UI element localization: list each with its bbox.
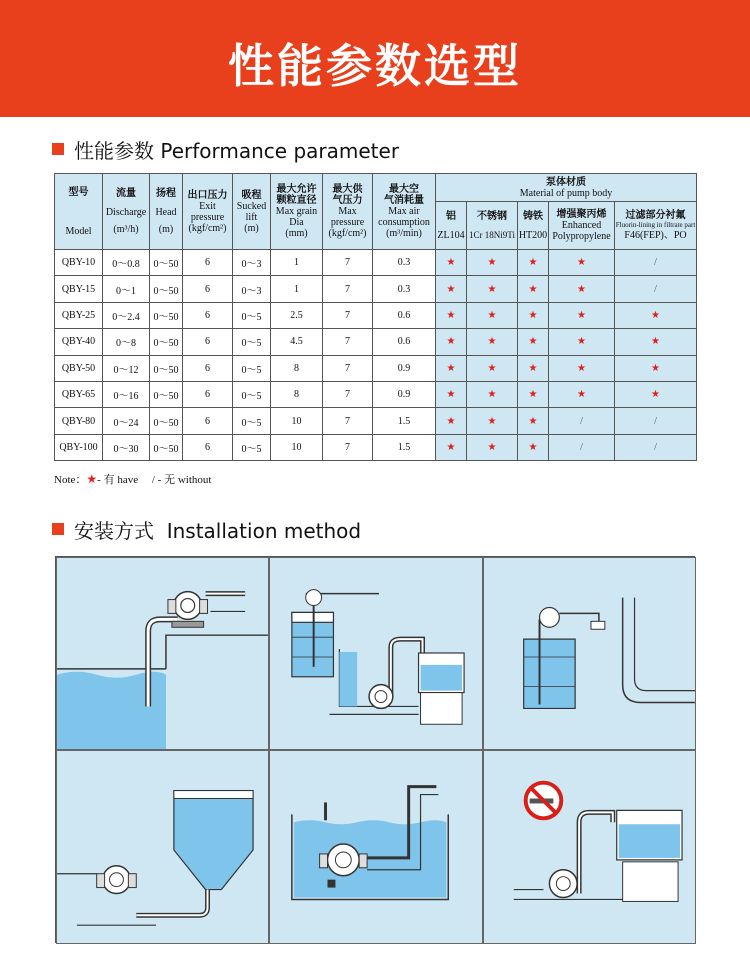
- cell-maxp: 7: [323, 250, 373, 276]
- cell-model: QBY-15: [55, 276, 103, 302]
- cell-discharge: 0～24: [103, 408, 150, 434]
- cell-air: 0.9: [373, 355, 436, 381]
- cell-suck: 0～5: [233, 381, 271, 407]
- cell-m3: ★: [518, 408, 549, 434]
- cell-m5: /: [615, 434, 697, 460]
- cell-grain: 10: [271, 408, 323, 434]
- cell-suck: 0～5: [233, 408, 271, 434]
- table-row: [55, 381, 697, 407]
- cell-m5: ★: [615, 302, 697, 328]
- cell-head: 0～50: [150, 408, 183, 434]
- table-row: [55, 434, 697, 460]
- cell-m4: /: [549, 408, 615, 434]
- cell-m1: ★: [436, 302, 467, 328]
- cell-m3: ★: [518, 434, 549, 460]
- header-sucked-lift: 吸程 Sucked lift (m): [233, 174, 271, 250]
- cell-discharge: 0～1: [103, 276, 150, 302]
- cell-m4: /: [549, 434, 615, 460]
- cell-model: QBY-10: [55, 250, 103, 276]
- cell-head: 0～50: [150, 355, 183, 381]
- cell-m2: ★: [467, 434, 518, 460]
- cell-exit: 6: [183, 329, 233, 355]
- header-material-polypropylene: 增强聚丙烯 Enhanced Polypropylene: [549, 202, 615, 250]
- cell-air: 0.3: [373, 250, 436, 276]
- cell-maxp: 7: [323, 276, 373, 302]
- cell-discharge: 0～2.4: [103, 302, 150, 328]
- cell-m4: ★: [549, 329, 615, 355]
- cell-exit: 6: [183, 276, 233, 302]
- cell-grain: 1: [271, 276, 323, 302]
- cell-grain: 4.5: [271, 329, 323, 355]
- cell-m3: ★: [518, 250, 549, 276]
- cell-suck: 0～3: [233, 276, 271, 302]
- header-model: 型号 Model: [55, 174, 103, 250]
- cell-grain: 10: [271, 434, 323, 460]
- header-banner: [0, 0, 750, 117]
- cell-discharge: 0～30: [103, 434, 150, 460]
- cell-m3: ★: [518, 381, 549, 407]
- cell-suck: 0～5: [233, 329, 271, 355]
- table-note: Note：★- 有 have / - 无 without: [54, 472, 212, 486]
- table-row: [55, 276, 697, 302]
- header-material-aluminum: 铝 ZL104: [436, 202, 467, 250]
- pump-hopper-feed-diagram: [56, 750, 269, 944]
- header-material-stainless: 不锈钢 1Cr 18Ni9Ti: [467, 202, 518, 250]
- cell-maxp: 7: [323, 355, 373, 381]
- cell-m1: ★: [436, 381, 467, 407]
- cell-m2: ★: [467, 250, 518, 276]
- cell-m5: ★: [615, 355, 697, 381]
- cell-m3: ★: [518, 355, 549, 381]
- cell-head: 0～50: [150, 302, 183, 328]
- page-title: 性能参数选型: [228, 39, 522, 93]
- header-max-pressure: 最大供 气压力 Max pressure (kgf/cm²): [323, 174, 373, 250]
- table-row: [55, 302, 697, 328]
- cell-m1: ★: [436, 250, 467, 276]
- cell-maxp: 7: [323, 381, 373, 407]
- bullet-square-icon: [52, 143, 64, 155]
- table-row: [55, 329, 697, 355]
- cell-discharge: 0～0.8: [103, 250, 150, 276]
- cell-m2: ★: [467, 355, 518, 381]
- pump-drum-suction-diagram: [483, 557, 696, 750]
- header-material-cast-iron: 铸铁 HT200: [518, 202, 549, 250]
- cell-m3: ★: [518, 302, 549, 328]
- cell-m5: ★: [615, 381, 697, 407]
- cell-suck: 0～5: [233, 434, 271, 460]
- cell-grain: 2.5: [271, 302, 323, 328]
- cell-m3: ★: [518, 276, 549, 302]
- cell-m1: ★: [436, 408, 467, 434]
- cell-m5: /: [615, 276, 697, 302]
- cell-model: QBY-40: [55, 329, 103, 355]
- cell-discharge: 0～8: [103, 329, 150, 355]
- performance-heading-text: 性能参数 Performance parameter: [74, 138, 400, 163]
- cell-air: 0.6: [373, 329, 436, 355]
- cell-m1: ★: [436, 276, 467, 302]
- table-row: [55, 250, 697, 276]
- cell-m1: ★: [436, 434, 467, 460]
- cell-discharge: 0～12: [103, 355, 150, 381]
- table-row: [55, 355, 697, 381]
- cell-m5: ★: [615, 329, 697, 355]
- cell-m4: ★: [549, 276, 615, 302]
- cell-head: 0～50: [150, 329, 183, 355]
- cell-model: QBY-65: [55, 381, 103, 407]
- pump-submerged-diagram: [269, 750, 483, 944]
- header-exit-pressure: 出口压力 Exit pressure (kgf/cm²): [183, 174, 233, 250]
- header-max-air: 最大空 气消耗量 Max air consumption (m³/min): [373, 174, 436, 250]
- cell-m4: ★: [549, 381, 615, 407]
- cell-model: QBY-50: [55, 355, 103, 381]
- cell-suck: 0～5: [233, 302, 271, 328]
- header-material-fluorine: 过滤部分衬氟 Fluorin-lining in filtrate part F46(FEP)、PO: [615, 202, 697, 250]
- cell-head: 0～50: [150, 250, 183, 276]
- cell-m2: ★: [467, 381, 518, 407]
- cell-m1: ★: [436, 329, 467, 355]
- cell-m4: ★: [549, 250, 615, 276]
- header-head: 扬程 Head (m): [150, 174, 183, 250]
- performance-section-heading: [52, 136, 399, 162]
- pump-drum-transfer-diagram: [269, 557, 483, 750]
- cell-suck: 0～5: [233, 355, 271, 381]
- cell-exit: 6: [183, 408, 233, 434]
- cell-air: 1.5: [373, 434, 436, 460]
- header-max-grain: 最大允许 颗粒直径 Max grain Dia (mm): [271, 174, 323, 250]
- cell-m2: ★: [467, 408, 518, 434]
- cell-grain: 1: [271, 250, 323, 276]
- cell-maxp: 7: [323, 408, 373, 434]
- header-material: 泵体材质 Material of pump body: [436, 174, 697, 202]
- cell-maxp: 7: [323, 329, 373, 355]
- cell-model: QBY-80: [55, 408, 103, 434]
- cell-model: QBY-25: [55, 302, 103, 328]
- cell-maxp: 7: [323, 302, 373, 328]
- cell-exit: 6: [183, 434, 233, 460]
- installation-diagrams: [55, 556, 695, 943]
- installation-heading-text: 安装方式 Installation method: [74, 518, 362, 543]
- no-smoking-installation-diagram: [483, 750, 696, 944]
- cell-m2: ★: [467, 302, 518, 328]
- table-row: [55, 408, 697, 434]
- bullet-square-icon: [52, 523, 64, 535]
- performance-table: [54, 173, 697, 461]
- cell-grain: 8: [271, 355, 323, 381]
- cell-exit: 6: [183, 250, 233, 276]
- cell-grain: 8: [271, 381, 323, 407]
- cell-air: 0.3: [373, 276, 436, 302]
- cell-air: 1.5: [373, 408, 436, 434]
- installation-section-heading: [52, 516, 361, 542]
- pump-above-water-diagram: [56, 557, 269, 750]
- cell-m4: ★: [549, 302, 615, 328]
- cell-head: 0～50: [150, 434, 183, 460]
- cell-m2: ★: [467, 329, 518, 355]
- cell-air: 0.6: [373, 302, 436, 328]
- cell-model: QBY-100: [55, 434, 103, 460]
- cell-m1: ★: [436, 355, 467, 381]
- cell-maxp: 7: [323, 434, 373, 460]
- cell-head: 0～50: [150, 276, 183, 302]
- cell-head: 0～50: [150, 381, 183, 407]
- cell-m5: /: [615, 408, 697, 434]
- header-discharge: 流量 Discharge (m³/h): [103, 174, 150, 250]
- cell-exit: 6: [183, 355, 233, 381]
- cell-m4: ★: [549, 355, 615, 381]
- cell-m3: ★: [518, 329, 549, 355]
- cell-air: 0.9: [373, 381, 436, 407]
- cell-m5: /: [615, 250, 697, 276]
- cell-discharge: 0～16: [103, 381, 150, 407]
- cell-exit: 6: [183, 302, 233, 328]
- cell-suck: 0～3: [233, 250, 271, 276]
- cell-m2: ★: [467, 276, 518, 302]
- cell-exit: 6: [183, 381, 233, 407]
